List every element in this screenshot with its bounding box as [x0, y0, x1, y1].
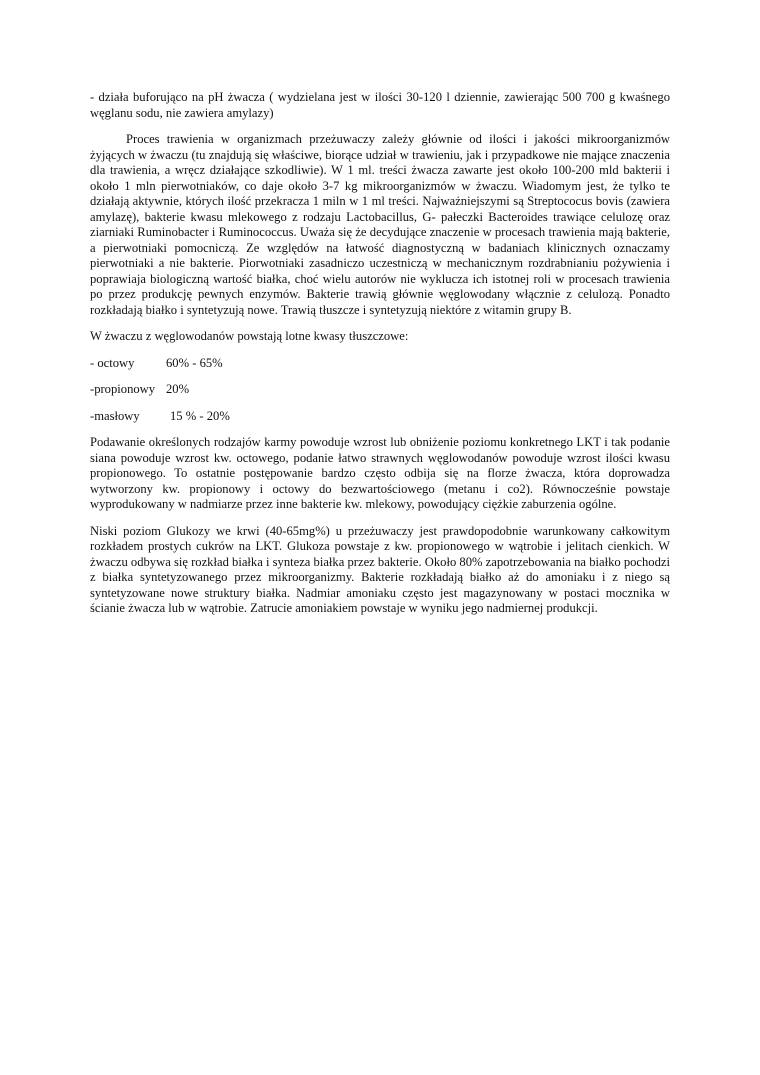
- list-item-propionic: [90, 382, 670, 398]
- list-item-acetic: [90, 356, 670, 372]
- acid-name: -masłowy: [90, 408, 140, 423]
- acid-value: 60% - 65%: [166, 355, 223, 370]
- paragraph-buffering-note: - działa buforująco na pH żwacza ( wydzielana jest w ilości 30-120 l dziennie, zawierając 500 700 g kwaśnego węglanu sodu, nie zawiera amylazy): [90, 90, 670, 120]
- list-item-butyric: [90, 409, 670, 425]
- acid-value: 15 % - 20%: [170, 408, 230, 423]
- paragraph-feed-effects: Podawanie określonych rodzajów karmy powoduje wzrost lub obniżenie poziomu konkretnego LKT i tak podanie siana powoduje wzrost kw. octowego, podanie łatwo strawnych węglowodanów powoduje wzrost ilości kwasu propionowego. To ostatnie postępowanie bardzo często odbija się na florze żwacza, która doprowadza wytworzony kw. propionowy i octowy do bezwartościowego (metanu i co2). Równocześnie powstaje wyprodukowany w nadmiarze przez inne bakterie kw. mlekowy, powodujący ciężkie zaburzenia ogólne.: [90, 435, 670, 511]
- acid-value: 20%: [166, 382, 190, 396]
- document-body: [90, 90, 670, 628]
- paragraph-fatty-acids-intro: W żwaczu z węglowodanów powstają lotne kwasy tłuszczowe:: [90, 329, 409, 343]
- acid-name: - octowy: [90, 355, 135, 370]
- acid-name: -propionowy: [90, 382, 156, 396]
- paragraph-digestion-process: Proces trawienia w organizmach przeżuwaczy zależy głównie od ilości i jakości mikroorganizmów żyjących w żwaczu (tu znajdują się właściwe, biorące udział w trawieniu, jak i przypadkowe nie mające znaczenia dla trawienia, a wręcz działające szkodliwie). W 1 ml. treści żwacza zawarte jest około 100-200 mld bakterii i około 1 mln pierwotniaków, co daje około 3-7 kg mikroorganizmów w żwaczu. Wiadomym jest, że tylko te działają aktywnie, których ilość przekracza 1 miln w 1 ml treści. Najważniejszymi są Streptococus bovis (zawiera amylazę), bakterie kwasu mlekowego z rodzaju Lactobacillus, G- pałeczki Bacteroides trawiące celulozę oraz ziarniaki Ruminobacter i Ruminococcus. Uważa się że decydujące znaczenie w procesach trawienia mają bakterie, a pierwotniaki pomocniczą. Ze względów na łatwość diagnostyczną w badaniach klinicznych oznaczamy pierwotniaki a nie bakterie. Piorwotniaki zasadniczo uczestniczą w mechanicznym rozdrabnianiu pożywienia i poprawiaja biologiczną wartość białka, choć wielu autorów nie wyklucza ich istotnej roli w procesach trawienia po przez produkcję pewnych enzymów. Bakterie trawią głównie węglowodany włącznie z celulozą. Ponadto rozkładają białko i syntetyzują nowe. Trawią tłuszcze i syntetyzują niektóre z witamin grupy B.: [90, 132, 670, 317]
- paragraph-glucose-protein: Niski poziom Glukozy we krwi (40-65mg%) u przeżuwaczy jest prawdopodobnie warunkowany całkowitym rozkładem prostych cukrów na LKT. Glukoza powstaje z kw. propionowego w wątrobie i jelitach cienkich. W żwaczu odbywa się rozkład białka i synteza białka przez bakterie. Około 80% zapotrzebowania na białko pochodzi z białka syntetyzowanego przez mikroorganizmy. Bakterie rozkładają białko aż do amoniaku i z niego są syntetyzowane nowe struktury białka. Nadmiar amoniaku często jest magazynowany w postaci mocznika w ścianie żwacza lub w wątrobie. Zatrucie amoniakiem powstaje w wyniku jego nadmiernej produkcji.: [90, 523, 670, 615]
